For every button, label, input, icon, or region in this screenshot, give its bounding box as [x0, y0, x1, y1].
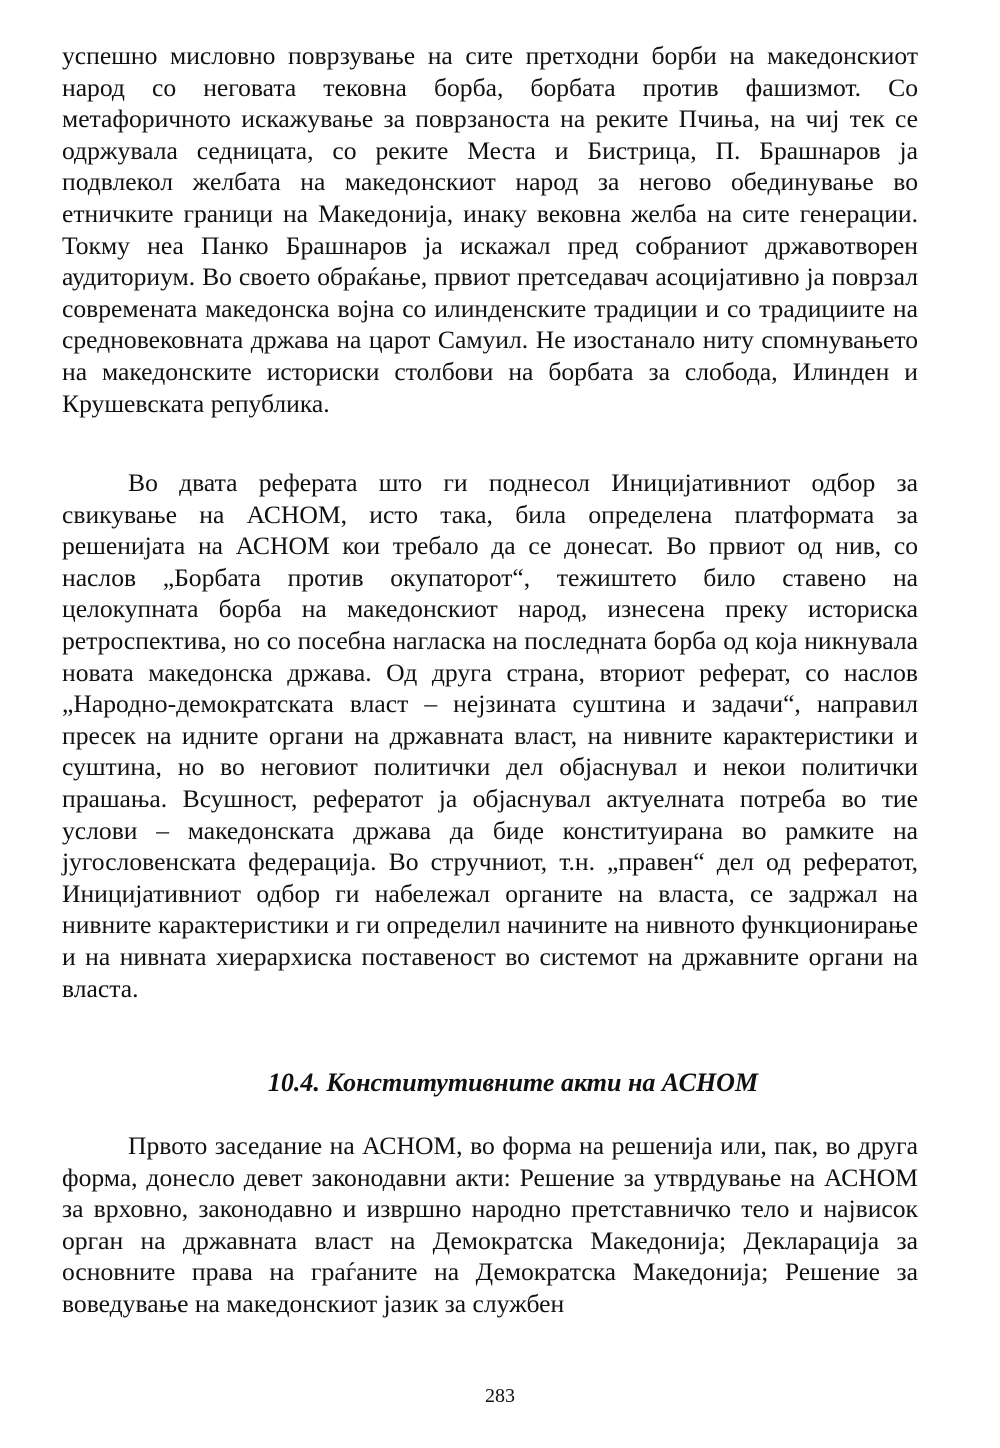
paragraph-2: Во двата реферата што ги поднесол Иницијативниот одбор за свикување на АСНОМ, исто така, била определена платформата за решенијата на АСНОМ кои требало да се донесат. Во првиот од нив, со наслов „Борбата против окупаторот“, тежиштето било ставено на целокупната борба на македонскиот народ, изнесена преку историска ретроспектива, но со посебна нагласка на последната борба од која никнувала новата македонска држава. Од друга страна, вториот реферат, со наслов „Народно-демократската власт – нејзината суштина и задачи“, направил пресек на идните органи на државната власт, на нивните карактеристики и суштина, но во неговиот политички дел објаснувал и некои политички прашања. Всушност, рефератот ја објаснувал актуелната потреба во тие услови – македонската држава да биде конституирана во рамките на југословенската федерација. Во стручниот, т.н. „правен“ дел од рефератот, Иницијативниот одбор ги набележал органите на власта, се задржал на нивните карактеристики и ги определил начините на нивното функционирање и на нивната хиерархиска поставеност во системот на државните органи на власта.: [62, 468, 918, 1003]
section-heading: 10.4. Конститутивните акти на АСНОМ: [267, 1068, 759, 1097]
page-number: 283: [485, 1385, 515, 1407]
paragraph-1: успешно мисловно поврзување на сите претходни борби на македонскиот народ со неговата тековна борба, борбата против фашизмот. Со метафоричното искажување за поврзаноста на реките Пчиња, на чиј тек се одржувала седницата, со реките Места и Бистрица, П. Брашнаров ја подвлекол желбата на македонскиот народ за негово обединување во етничките граници на Македонија, инаку вековна желба на сите генерации. Токму неа Панко Брашнаров ја искажал пред собраниот државотворен аудиториум. Во своето обраќање, првиот претседавач асоцијативно ја поврзал современата македонска војна со илинденските традиции и со традициите на средновековната држава на царот Самуил. Не изостанало ниту спомнувањето на македонските историски столбови на борбата за слобода, Илинден и Крушевската република.: [62, 41, 918, 418]
paragraph-3: Првото заседание на АСНОМ, во форма на решенија или, пак, во друга форма, донесло девет законодавни акти: Решение за утврдување на АСНОМ за врховно, законодавно и извршно народно претставничко тело и највисок орган на државната власт на Демократска Македонија; Декларација за основните права на граѓаните на Демократска Македонија; Решение за воведување на македонскиот јазик за службен: [62, 1131, 918, 1318]
